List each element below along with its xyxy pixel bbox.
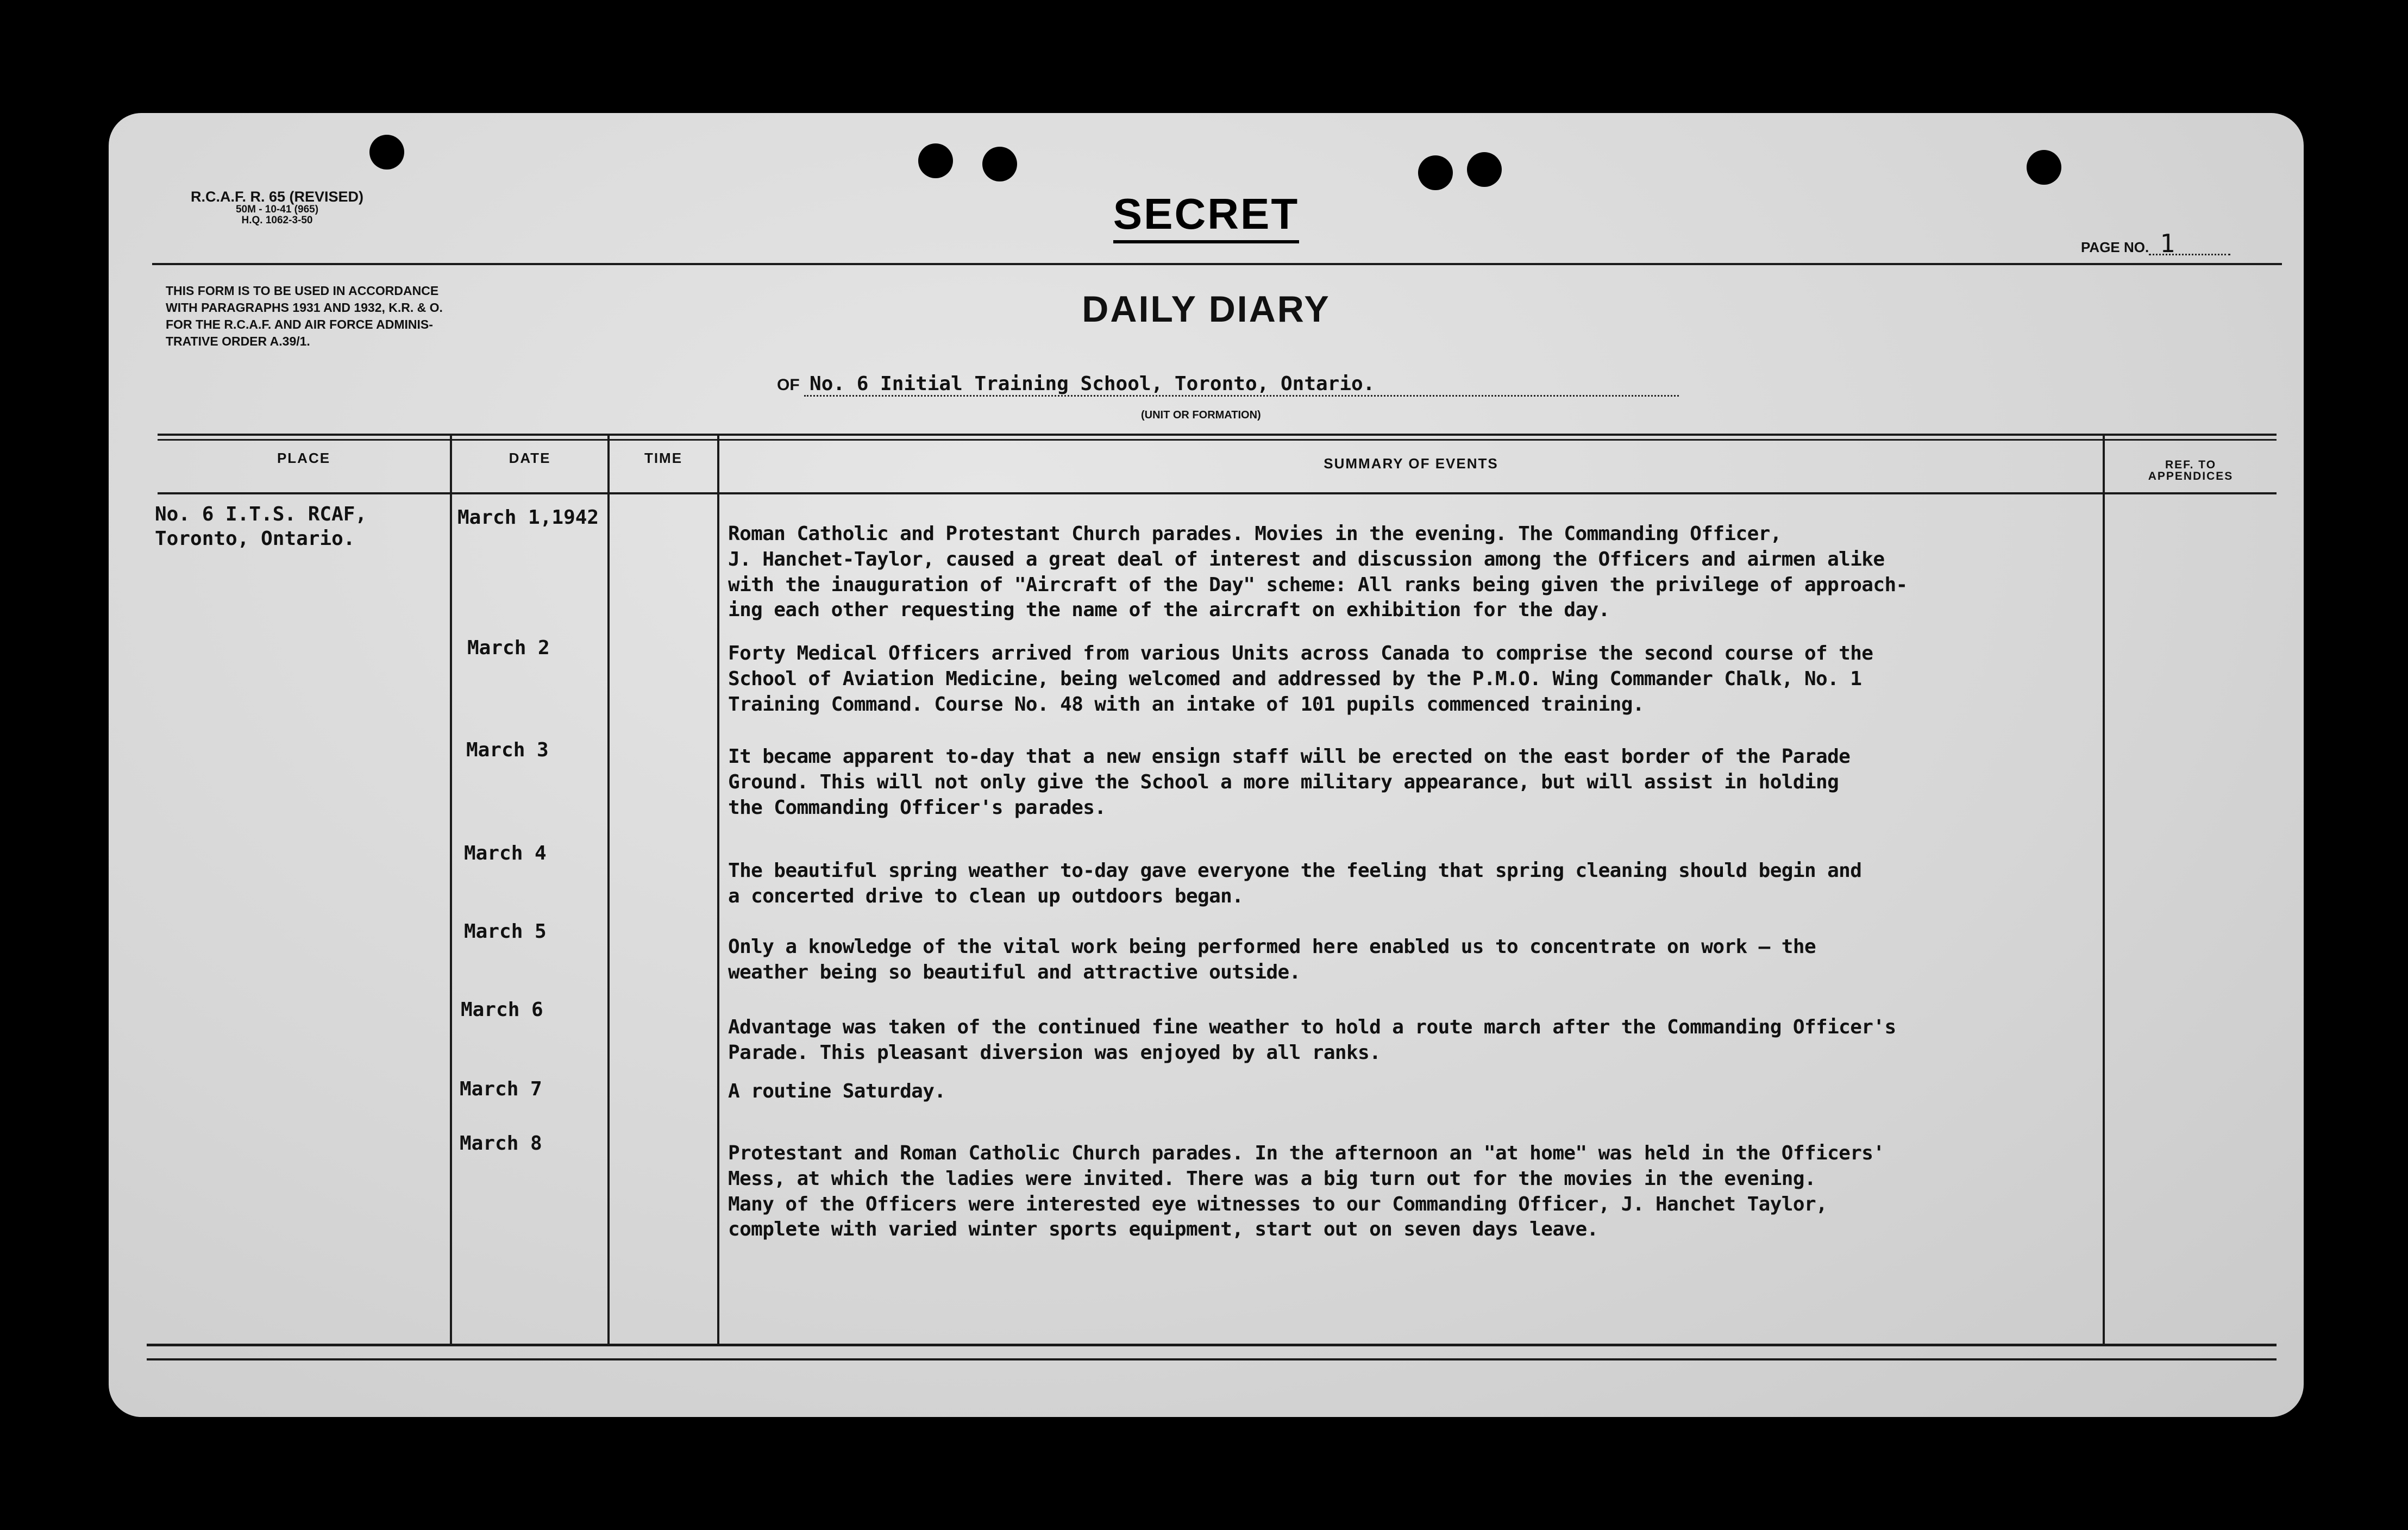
summary-line: Parade. This pleasant diversion was enjoyed by all ranks. [728,1041,1381,1064]
punch-hole [1418,155,1453,190]
page-number-field [2081,229,2230,258]
summary-line: Roman Catholic and Protestant Church parades. Movies in the evening. The Commanding Officer, [728,523,1782,545]
summary-line: It became apparent to-day that a new ensign staff will be erected on the east border of the Parade [728,745,1851,768]
entry-summary [728,858,2249,910]
punch-hole [918,143,953,178]
summary-line: ing each other requesting the name of the aircraft on exhibition for the day. [728,599,1610,622]
punch-hole [982,147,1017,181]
table-header-rule [158,492,2277,494]
summary-line: Only a knowledge of the vital work being performed here enabled us to concentrate on work — the [728,936,1816,958]
entry-summary [728,935,2249,986]
instruction-line: TRATIVE ORDER A.39/1. [166,334,310,349]
entry-date: March 8 [460,1132,542,1155]
summary-line: J. Hanchet-Taylor, caused a great deal of interest and discussion among the Officers and airmen alike [728,548,1885,570]
entry-date: March 7 [460,1078,542,1100]
entry-summary [728,1141,2249,1243]
entry-date: March 6 [461,999,543,1021]
summary-line: the Commanding Officer's parades. [728,796,1106,819]
unit-value: No. 6 Initial Training School, Toronto, Ontario. [804,373,1679,397]
table-bottom-rule [147,1344,2277,1346]
summary-line: Protestant and Roman Catholic Church parades. In the afternoon an "at home" was held in the Officers' [728,1142,1885,1164]
summary-line: School of Aviation Medicine, being welcomed and addressed by the P.M.O. Wing Commander Chalk, No. 1 [728,667,1862,690]
summary-line: A routine Saturday. [728,1080,946,1102]
column-divider [607,436,610,1346]
entry-date: March 4 [464,842,547,864]
column-header-ref [2105,459,2277,482]
summary-line: Advantage was taken of the continued fine weather to hold a route march after the Commanding Officer's [728,1016,1896,1038]
form-hq-ref: H.Q. 1062-3-50 [241,215,313,227]
entry-date: March 2 [467,637,550,659]
column-header-date: DATE [509,450,551,466]
instruction-line: FOR THE R.C.A.F. AND AIR FORCE ADMINIS- [166,317,433,332]
summary-line: weather being so beautiful and attractive outside. [728,961,1301,983]
entry-summary [728,744,2249,820]
table-top-rule [158,434,2277,436]
summary-line: Many of the Officers were interested eye witnesses to our Commanding Officer, J. Hanchet Taylor, [728,1193,1828,1215]
summary-line: complete with varied winter sports equipment, start out on seven days leave. [728,1218,1598,1241]
entry-summary [728,1015,2249,1066]
place-line: No. 6 I.T.S. RCAF, [155,503,367,525]
summary-line: a concerted drive to clean up outdoors began. [728,885,1244,907]
classification-text: SECRET [1113,190,1300,243]
header-rule [152,263,2282,265]
column-divider [450,436,452,1346]
summary-line: The beautiful spring weather to-day gave everyone the feeling that spring cleaning should begin and [728,860,1862,882]
page-title: DAILY DIARY [1082,289,1331,330]
page-number-value: 1 [2149,234,2230,255]
unit-field [777,373,1679,397]
column-divider [717,436,719,1346]
instruction-line: THIS FORM IS TO BE USED IN ACCORDANCE [166,284,439,298]
punch-hole [2027,150,2061,185]
place-cell [155,502,437,551]
punch-hole [1467,152,1502,187]
entry-summary [728,522,2249,623]
form-print-code: 50M - 10-41 (965) [235,204,319,216]
punch-hole [369,135,404,170]
diary-sheet [109,113,2304,1417]
summary-line: with the inauguration of "Aircraft of the Day" scheme: All ranks being given the privilege of approach- [728,573,1908,596]
form-number: R.C.A.F. R. 65 (REVISED) [190,189,364,205]
column-header-summary: SUMMARY OF EVENTS [1324,455,1498,472]
summary-line: Forty Medical Officers arrived from various Units across Canada to comprise the second course of the [728,642,1873,664]
table-bottom-rule-lower [147,1358,2277,1360]
page-number-label: PAGE NO. [2081,239,2149,255]
unit-of-label: OF [777,376,800,394]
place-line: Toronto, Ontario. [155,528,355,550]
summary-line: Training Command. Course No. 48 with an intake of 101 pupils commenced training. [728,693,1644,716]
classification-heading [109,189,2304,239]
entry-date: March 1,1942 [457,506,599,529]
column-header-ref-line: APPENDICES [2148,470,2234,482]
summary-line: Ground. This will not only give the School a more military appearance, but will assist in holding [728,770,1839,793]
column-header-time: TIME [644,450,683,466]
column-header-ref-line: REF. TO [2165,459,2217,471]
instruction-line: WITH PARAGRAPHS 1931 AND 1932, K.R. & O. [166,300,443,315]
entry-date: March 5 [464,920,547,943]
summary-line: Mess, at which the ladies were invited. There was a big turn out for the movies in the evening. [728,1167,1816,1190]
column-header-place: PLACE [277,450,331,466]
entry-summary [728,641,2249,717]
unit-caption: (UNIT OR FORMATION) [1141,409,1261,421]
entry-summary [728,1079,2249,1105]
table-top-rule-inner [158,439,2277,441]
entry-date: March 3 [466,739,549,761]
